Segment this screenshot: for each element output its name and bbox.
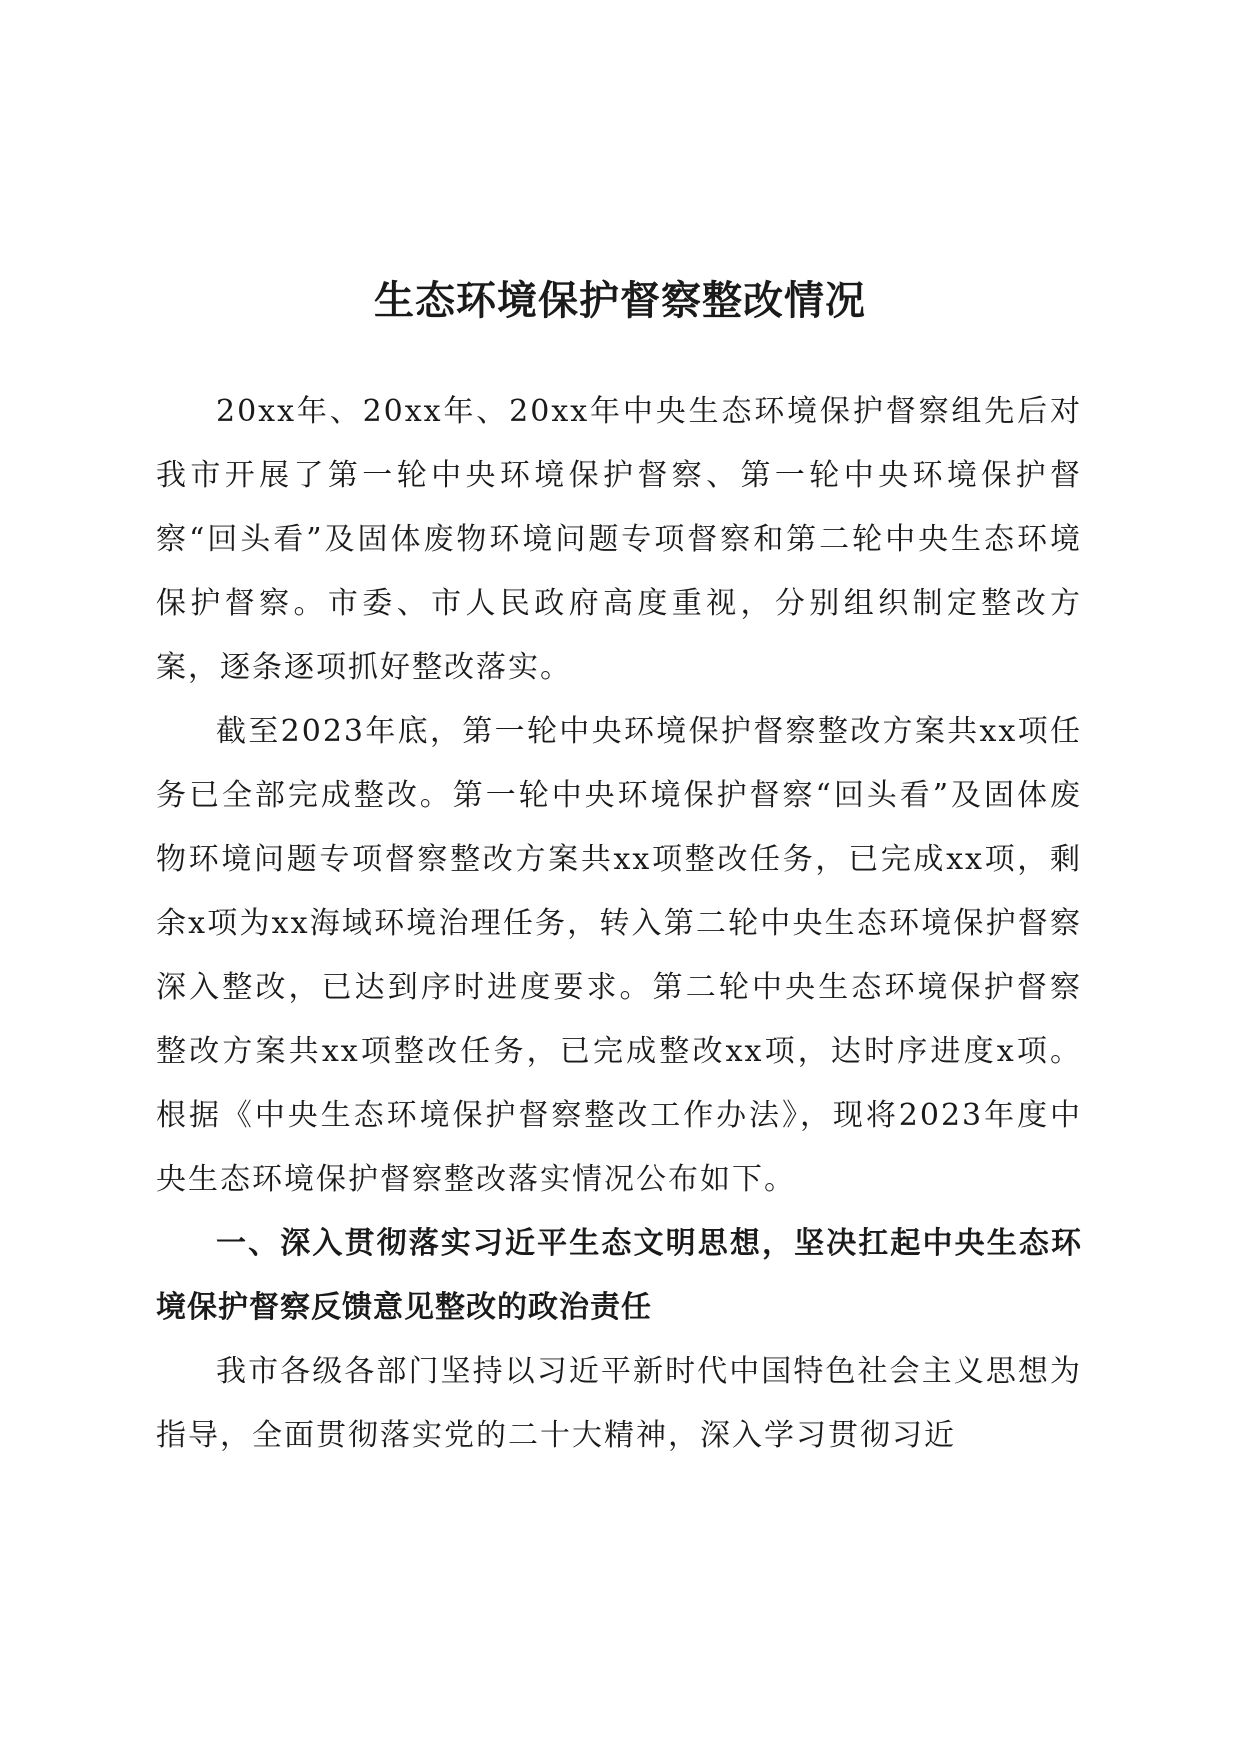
document-body xyxy=(156,380,1082,1468)
document-title: 生态环境保护督察整改情况 xyxy=(374,276,866,324)
paragraph-section-one: 我市各级各部门坚持以习近平新时代中国特色社会主义思想为指导，全面贯彻落实党的二十大精神，深入学习贯彻习近 xyxy=(156,1354,1082,1453)
paragraph-intro: 20xx年、20xx年、20xx年中央生态环境保护督察组先后对我市开展了第一轮中央环境保护督察、第一轮中央环境保护督察“回头看”及固体废物环境问题专项督察和第二轮中央生态环境保护督察。市委、市人民政府高度重视，分别组织制定整改方案，逐条逐项抓好整改落实。 xyxy=(156,394,1082,685)
section-heading: 一、深入贯彻落实习近平生态文明思想，坚决扛起中央生态环境保护督察反馈意见整改的政治责任 xyxy=(156,1226,1082,1325)
paragraph-progress: 截至2023年底，第一轮中央环境保护督察整改方案共xx项任务已全部完成整改。第一轮中央环境保护督察“回头看”及固体废物环境问题专项督察整改方案共xx项整改任务，已完成xx项，剩余x项为xx海域环境治理任务，转入第二轮中央生态环境保护督察深入整改，已达到序时进度要求。第二轮中央生态环境保护督察整改方案共xx项整改任务，已完成整改xx项，达时序进度x项。根据《中央生态环境保护督察整改工作办法》，现将2023年度中央生态环境保护督察整改落实情况公布如下。 xyxy=(156,714,1082,1197)
